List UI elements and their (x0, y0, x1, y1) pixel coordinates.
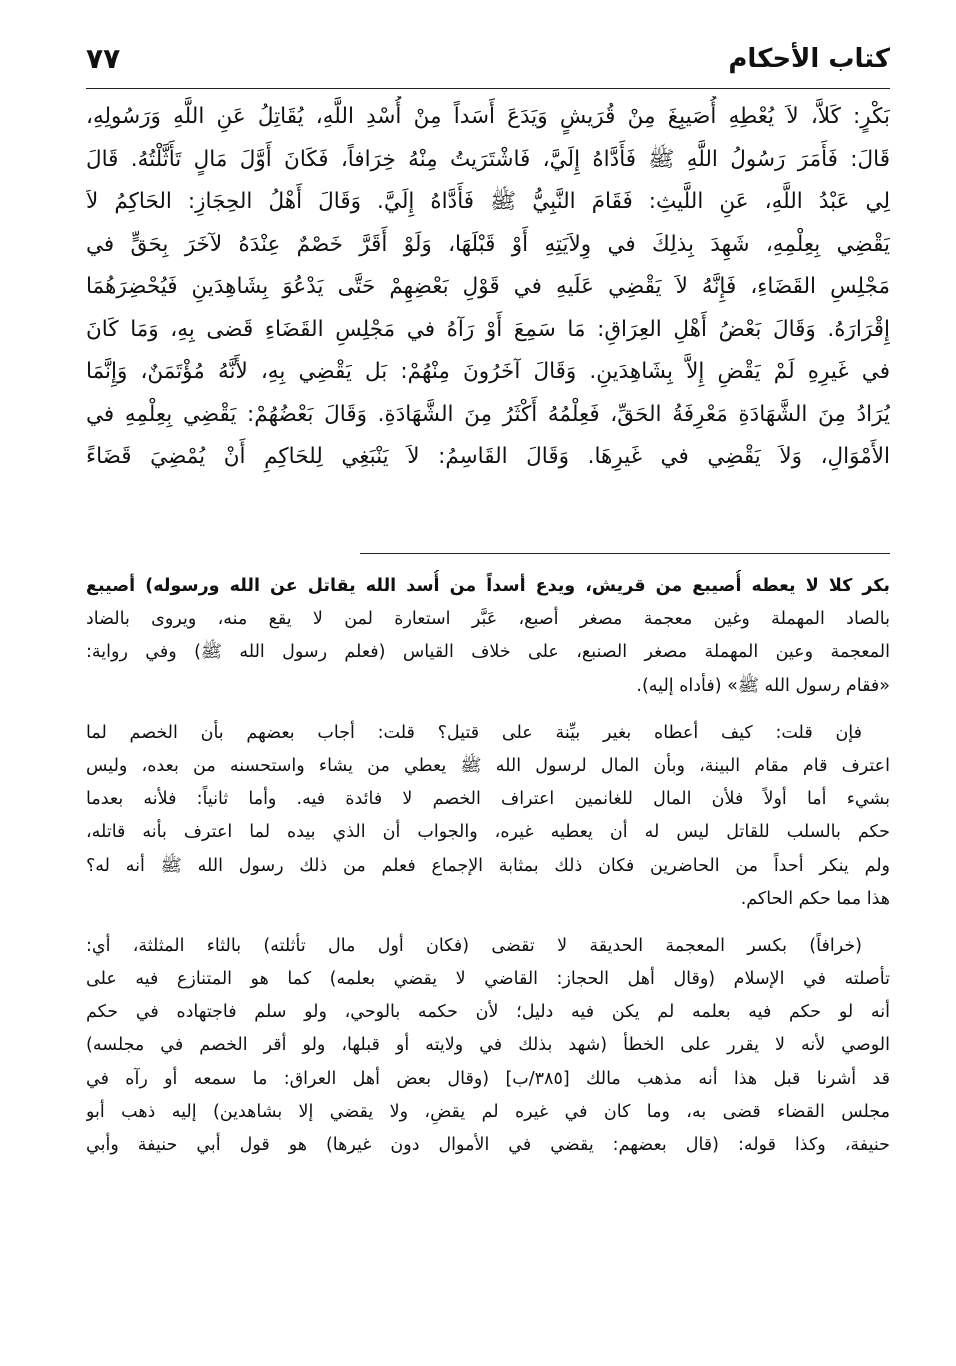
hadith-line: إِقْرَارَهُ. وَقَالَ بَعْضُ أَهْلِ العِرَاقِ: مَا سَمِعَ أَوْ رَآهُ في مَجْلِسِ القَضَاءِ قَضى بِهِ، وَمَا كَانَ (86, 316, 890, 342)
commentary-line: بالصاد المهملة وغين معجمة مصغر أصبع، عَبَّر استعارة لمن لا يقع منه، ويروى بالضاد (86, 609, 890, 630)
commentary-line: اعترف قام مقام البينة، وبأن المال لرسول الله ﷺ يعطي من يشاء واستحسنه من بعده، وليس (86, 755, 890, 776)
hadith-line: بَكْرٍ: كَلاَّ، لاَ يُعْطِهِ أُصَيبِغَ مِنْ قُرَيشٍ وَيَدَعَ أَسَداً مِنْ أُسْدِ اللَّهِ، يُقَاتِلُ عَنِ اللَّهِ وَرَسُولِهِ، (86, 104, 890, 129)
commentary-line: هذا مما حكم الحاكم. (740, 888, 890, 909)
commentary-line: الوصي لأنه لا يقرر على الخطأ (شهد بذلك في ولايته أو قبلها، ولو أقر الخصم في مجلسه) (86, 1035, 890, 1056)
hadith-line: يَقْضِي بِعِلْمِهِ، شَهِدَ بِذلِكَ في وِلاَيَتِهِ أَوْ قَبْلَهَا، وَلَوْ أَقَرَّ خَصْمٌ عِنْدَهُ لآخَرَ بِحَقٍّ في (86, 231, 890, 257)
commentary-line: قد أشرنا قبل هذا أنه مذهب مالك [٣٨٥/ب] (وقال بعض أهل العراق: ما سمعه أو رآه في (86, 1068, 890, 1089)
hadith-line: مَجْلِسِ القَضَاءِ، فَإِنَّهُ لاَ يَقْضِي عَلَيهِ في قَوْلِ بَعْضِهِمْ حَتَّى يَدْعُوَ بِشَاهِدَينِ فَيُحْضِرَهُمَا (86, 274, 890, 299)
hadith-text (86, 96, 890, 479)
footnote-separator (360, 553, 890, 554)
commentary-line: (خرافاً) بكسر المعجمة الحديقة لا تقضى (فكان أول مال تأثلته) بالثاء المثلثة، أي: (86, 935, 862, 956)
commentary-line: المعجمة وعين المهملة مصغر الصنبع، على خلاف القياس (فعلم رسول الله ﷺ) وفي رواية: (86, 642, 890, 663)
commentary-line: حكم بالسلب للقاتل ليس له أن يعطيه غيره، والجواب أن الذي بيده لما اعترف بأنه قاتله، (86, 822, 890, 843)
hadith-line: في غَيرِهِ لَمْ يَقْضِ إِلاَّ بِشَاهِدَينِ. وَقَالَ آخَرُونَ مِنْهُمْ: بَل يَقْضِي بِهِ، لأَنَّهُ مُؤْتَمَنٌ، وَإِنَّمَا (86, 359, 890, 384)
hadith-line: لِي عَبْدُ اللَّهِ، عَنِ اللَّيثِ: فَقَامَ النَّبِيُّ ﷺ فَأَدَّاهُ إِلَيَّ. وَقَالَ أَهْلُ الحِجَازِ: الحَاكِمُ لاَ (86, 189, 890, 214)
hadith-line: الأَمْوَالِ، وَلاَ يَقْضِي في غَيرِهَا. وَقَالَ القَاسِمُ: لاَ يَنْبَغِي لِلحَاكِمِ أَنْ يُمْضِيَ قَضَاءً (86, 444, 890, 469)
commentary-text (86, 570, 890, 1176)
commentary-line: تأصلته في الإسلام (وقال أهل الحجاز: القاضي لا يقضي بعلمه) كما هو المتنازع فيه على (86, 969, 890, 990)
commentary-paragraph (86, 570, 890, 703)
commentary-line: فإن قلت: كيف أعطاه بغير بيِّنة على قتيل؟ قلت: أجاب بعضهم بأن الخصم لما (86, 722, 862, 743)
commentary-line: «فقام رسول الله ﷺ» (فأداه إليه). (636, 675, 890, 696)
commentary-line: ولم ينكر أحداً من الحاضرين فكان ذلك بمثابة الإجماع فعلم من ذلك رسول الله ﷺ أنه له؟ (86, 855, 890, 876)
commentary-line: حنيفة، وكذا قوله: (قال بعضهم: يقضي في الأموال دون غيرها) هو قول أبي حنيفة وأبي (86, 1135, 890, 1155)
page-number: ٧٧ (86, 42, 121, 75)
commentary-line: أنه لو حكم فيه بعلمه لم يكن فيه دليل؛ لأن حكمه بالوحي، ولو سلم فاجتهاده في حكم (86, 1002, 890, 1023)
commentary-line: بكر كلا لا يعطه أُصيبع من قريش، ويدع أسداً من أُسد الله يقاتل عن الله ورسوله) أصيبع (86, 576, 890, 596)
commentary-line: مجلس القضاء قضى به، وما كان في غيره لم يقضِ، ولا يقضي إلا بشاهدين) إليه ذهب أبو (86, 1101, 890, 1122)
commentary-paragraph (86, 717, 890, 916)
book-title: كتاب الأحكام (728, 44, 890, 74)
hadith-line: قَالَ: فَأَمَرَ رَسُولُ اللَّهِ ﷺ فَأَدَّاهُ إِلَيَّ، فَاشْتَرَيتُ مِنْهُ خِرَافاً، فَكَانَ أَوَّلَ مَالٍ تَأَثَّلْتُهُ. قَالَ (86, 146, 890, 172)
hadith-line: يُرَادُ مِنَ الشَّهَادَةِ مَعْرِفَةُ الحَقِّ، فَعِلْمُهُ أَكْثَرُ مِنَ الشَّهَادَةِ. وَقَالَ بَعْضُهُمْ: يَقْضِي بِعِلْمِهِ في (86, 401, 890, 427)
commentary-paragraph (86, 930, 890, 1162)
page-header (86, 36, 890, 89)
commentary-line: بشيء أما أولاً فلأن المال للغانمين اعتراف الخصم لا فائدة فيه. وأما ثانياً: فلأنه بعدما (86, 789, 890, 810)
